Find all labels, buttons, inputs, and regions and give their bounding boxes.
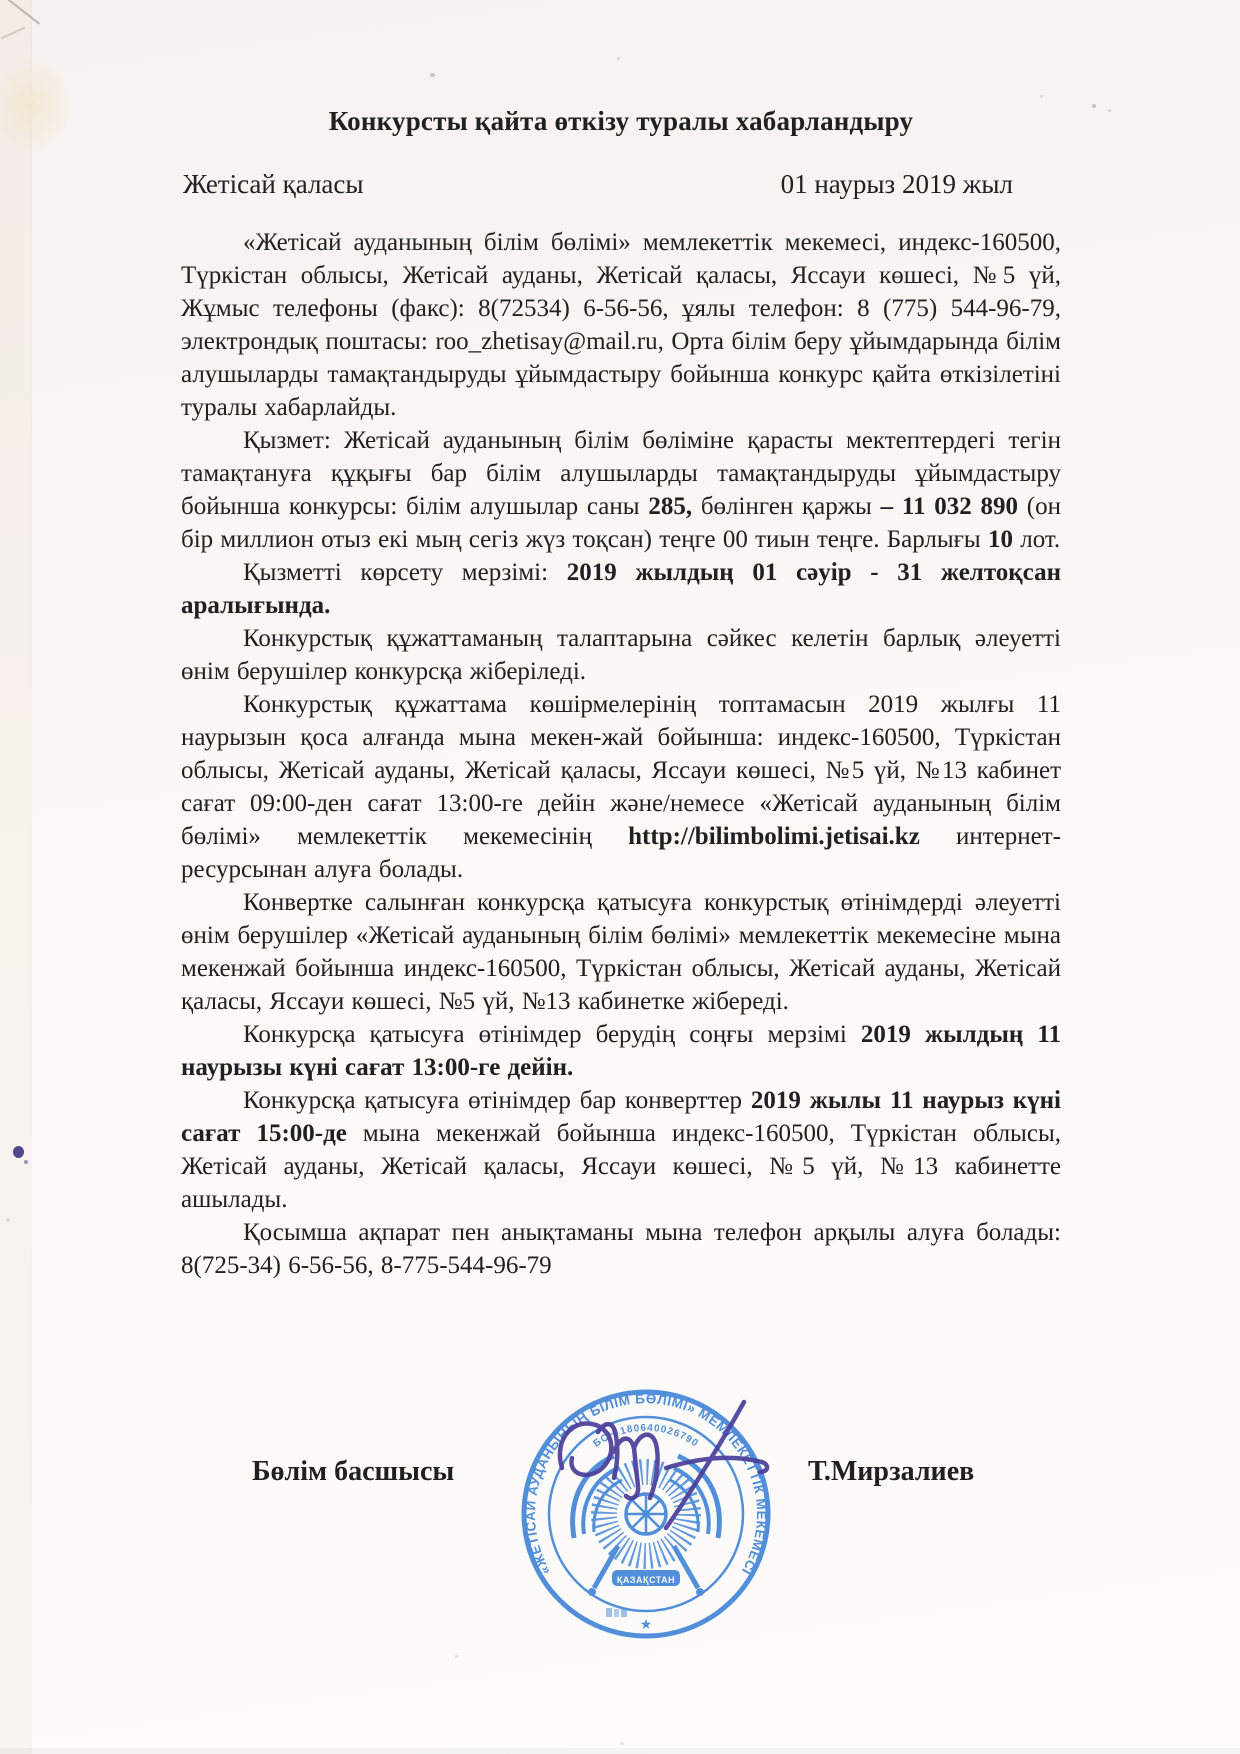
ink-dot-artifact: [13, 1146, 24, 1158]
scan-speck: [1092, 104, 1096, 108]
dateline: [183, 169, 1013, 200]
place-label: Жетісай қаласы: [183, 169, 364, 199]
scan-bottom-shade: [0, 1748, 1240, 1754]
paragraph: Конкурсқа қатысуға өтінімдер бар конверттер 2019 жылы 11 наурыз күні сағат 15:00-де мына мекенжай бойынша индекс-160500, Түркістан облысы, Жетісай ауданы, Жетісай қаласы, Яссауи көшесі, №5 үй, №13 кабинетте ашылады.: [181, 1087, 1062, 1213]
scan-crease-line: [30, 0, 32, 1754]
scan-speck: [6, 1218, 10, 1222]
paragraph: Қосымша ақпарат пен анықтаманы мына телефон арқылы алуға болады: 8(725-34) 6-56-56, 8-775-544-96-79: [181, 1219, 1061, 1279]
paragraph: Конкурстық құжаттама көшірмелерінің топтамасын 2019 жылғы 11 наурызын қоса алғанда мына мекен-жай бойынша: индекс-160500, Түркістан облысы, Жетісай ауданы, Жетісай қаласы, Яссауи көшесі, №5 үй, №13 кабинет сағат 09:00-ден сағат 13:00-ге дейін және/немесе «Жетісай ауданының білім бөлімі» мемлекеттік мекемесінің http://bilimbolimi.jetisai.kz интернет-ресурсынан алуға болады.: [181, 691, 1061, 883]
scan-edge-strip: [0, 0, 30, 1754]
scan-speck: [430, 73, 435, 77]
scan-speck: [1108, 109, 1111, 112]
handwritten-signature: [548, 1390, 778, 1555]
ink-dot-artifact: [24, 1160, 28, 1164]
signatory-role: Бөлім басшысы: [252, 1456, 455, 1487]
scan-speck: [620, 1742, 624, 1745]
paragraph: Конвертке салынған конкурсқа қатысуға конкурстық өтінімдерді әлеуетті өнім берушілер «Жетісай ауданының білім бөлімі» мемлекеттік мекемесіне мына мекенжай бойынша индекс-160500, Түркістан облысы, Жетісай ауданы, Жетісай қаласы, Яссауи көшесі, №5 үй, №13 кабинетке жібереді.: [181, 889, 1061, 1015]
signatory-name: Т.Мирзалиев: [808, 1456, 975, 1487]
date-label: 01 наурыз 2019 жыл: [780, 169, 1013, 199]
paragraph: Қызмет: Жетісай ауданының білім бөліміне қарасты мектептердегі тегін тамақтануға құқығы бар білім алушыларды тамақтандыруды ұйымдастыру бойынша конкурсы: білім алушылар саны 285, бөлінген қаржы – 11 032 890 (он бір миллион отыз екі мың сегіз жүз тоқсан) теңге 00 тиын теңге. Барлығы 10 лот.: [181, 427, 1061, 553]
paragraph: «Жетісай ауданының білім бөлімі» мемлекеттік мекемесі, индекс-160500, Түркістан облысы, Жетісай ауданы, Жетісай қаласы, Яссауи көшесі, №5 үй, Жұмыс телефоны (факс): 8(72534) 6-56-56, ұялы телефон: 8 (775) 544-96-79, электрондық поштасы: roo_zhetisay@mail.ru, Орта білім беру ұйымдарында білім алушыларды тамақтандыруды ұйымдастыру бойынша конкурс қайта өткізілетіні туралы хабарлайды.: [181, 229, 1061, 421]
paragraph: Конкурстық құжаттаманың талаптарына сәйкес келетін барлық әлеуетті өнім берушілер конкурсқа жіберіледі.: [181, 625, 1061, 685]
stamp-star-icon: ★: [639, 1618, 653, 1633]
scan-speck: [1040, 95, 1043, 98]
document-body: [181, 226, 1061, 1282]
scan-speck: [617, 57, 620, 60]
stamp-ring-text: «ЖЕТІСАЙ АУДАНЫНЫҢ БІЛІМ БӨЛІМІ» МЕМЛЕКЕТТІК МЕКЕМЕСІ: [522, 1391, 770, 1578]
scan-speck: [455, 1655, 458, 1658]
paragraph: Қызметті көрсету мерзімі: 2019 жылдың 01 сәуір - 31 желтоқсан аралығында.: [181, 559, 1061, 619]
stamp-bin-text: БСН 180640026790: [591, 1422, 701, 1450]
paragraph: Конкурсқа қатысуға өтінімдер берудің соңғы мерзімі 2019 жылдың 11 наурызы күні сағат 13:00-ге дейін.: [181, 1021, 1061, 1081]
paper-blotch: [0, 58, 70, 153]
stamp-banner-text: ҚАЗАҚСТАН: [616, 1575, 676, 1585]
document-title: Конкурсты қайта өткізу туралы хабарландыру: [328, 106, 914, 136]
